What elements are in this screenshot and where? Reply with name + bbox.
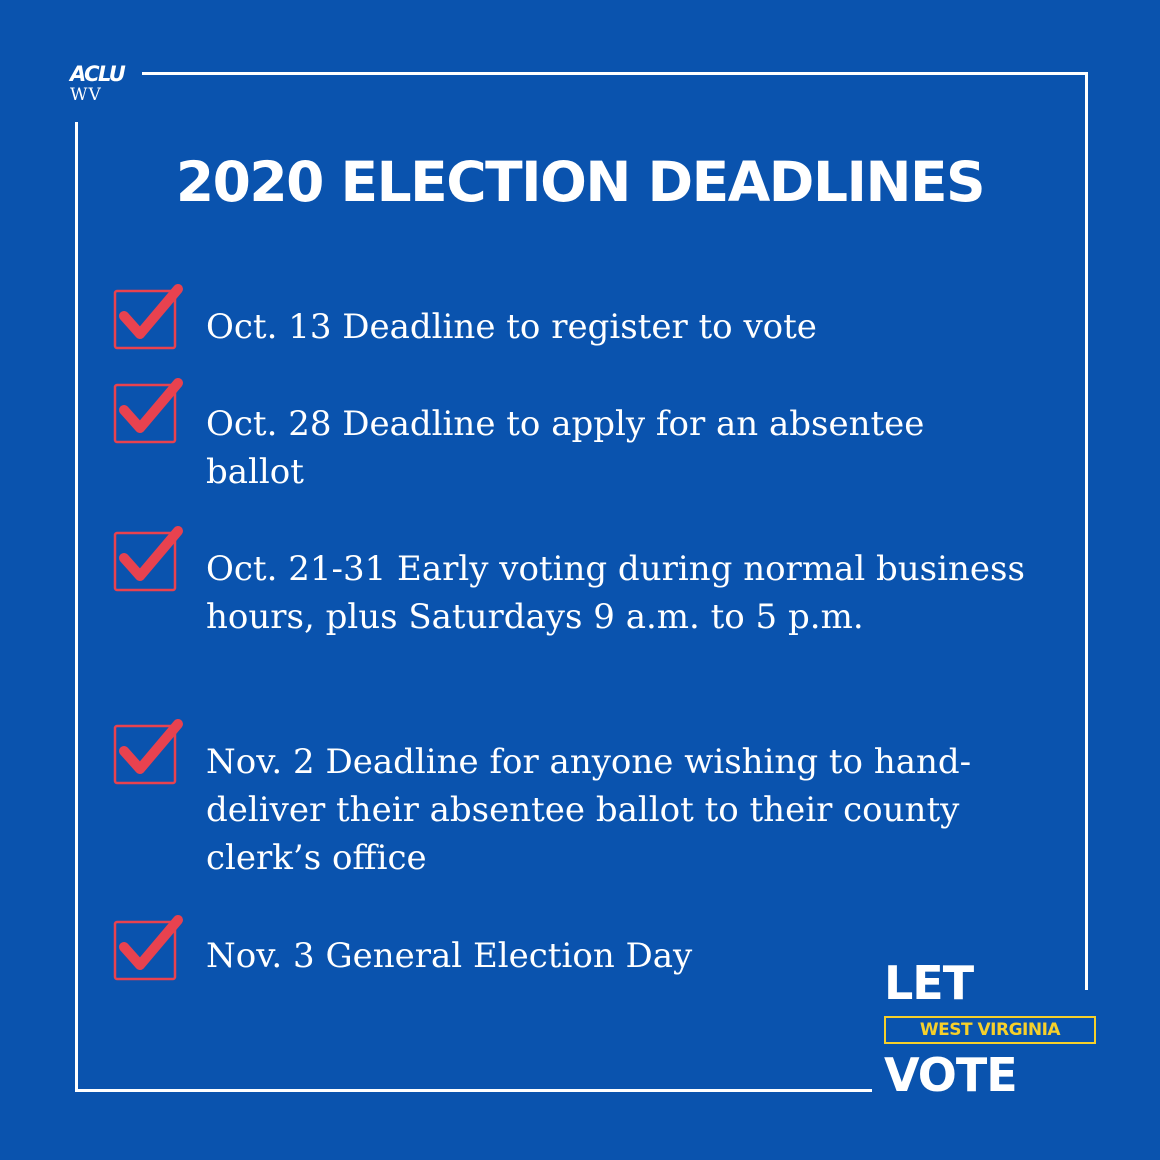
deadline-text: Nov. 3 General Election Day: [206, 936, 693, 976]
checkbox-checked-icon: [110, 914, 190, 984]
deadline-text: Nov. 2 Deadline for anyone wishing to hand-deliver their absentee ballot to their county clerk’s office: [206, 742, 972, 878]
deadline-text: Oct. 28 Deadline to apply for an absentee ballot: [206, 404, 925, 492]
logo-vote: VOTE: [884, 1048, 1017, 1102]
checkbox-checked-icon: [110, 525, 190, 595]
logo-state-badge: WEST VIRGINIA: [884, 1016, 1096, 1044]
deadline-text: Oct. 21-31 Early voting during normal business hours, plus Saturdays 9 a.m. to 5 p.m.: [206, 549, 1025, 637]
let-west-virginia-vote-logo: [884, 958, 1104, 1100]
frame-left-line: [75, 122, 78, 1092]
logo-org: ACLU: [70, 62, 125, 86]
deadline-text: Oct. 13 Deadline to register to vote: [206, 307, 817, 347]
checkbox-checked-icon: [110, 283, 190, 353]
logo-let: LET: [884, 956, 974, 1010]
checkbox-checked-icon: [110, 377, 190, 447]
frame-bottom-line: [75, 1089, 872, 1092]
page-title: 2020 ELECTION DEADLINES: [175, 150, 985, 214]
frame-top-line: [142, 72, 1088, 75]
checkbox-checked-icon: [110, 718, 190, 788]
logo-state: WV: [70, 85, 102, 105]
aclu-wv-logo: [70, 64, 140, 105]
